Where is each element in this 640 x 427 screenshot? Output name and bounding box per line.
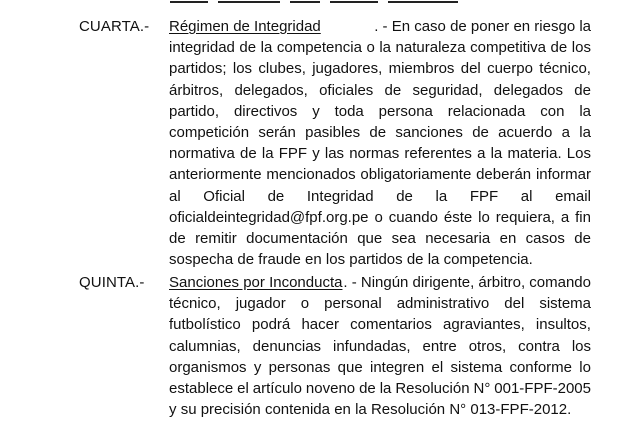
word: la <box>261 145 274 163</box>
word: la <box>579 102 591 120</box>
word: Los <box>566 145 591 163</box>
word: noveno <box>305 379 356 397</box>
cropped-previous-line <box>170 0 470 3</box>
word: éste <box>443 208 473 226</box>
word: partido, <box>169 102 220 120</box>
word: y <box>312 145 320 163</box>
word: fin <box>575 208 591 226</box>
clause-text <box>169 272 591 420</box>
paragraph-line <box>169 122 591 143</box>
word: árbitros, <box>169 81 224 99</box>
paragraph-line <box>169 357 591 378</box>
word: establece <box>169 379 234 397</box>
paragraph-line <box>169 228 591 249</box>
word: o <box>300 295 310 313</box>
word: las <box>324 145 345 163</box>
word: cuerpo <box>487 60 533 78</box>
word: clubes, <box>258 60 306 78</box>
word: sistema <box>450 358 503 376</box>
paragraph-line <box>169 249 591 270</box>
word: oficiales <box>319 81 374 99</box>
word: otros, <box>468 337 507 355</box>
word: jugadores, <box>312 60 383 78</box>
word: relacionada <box>447 102 526 120</box>
word: N° <box>449 401 467 419</box>
word: delegados, <box>234 81 308 99</box>
word: integren <box>369 358 425 376</box>
word: Resolución <box>370 401 446 419</box>
word: podrá <box>251 316 291 334</box>
word: o <box>374 208 383 226</box>
word: pasibles <box>305 123 361 141</box>
word: a <box>561 123 570 141</box>
word: competitiva <box>470 39 547 57</box>
word: Integridad <box>306 187 374 205</box>
paragraph-line <box>169 164 591 185</box>
word: materia. <box>507 145 562 163</box>
word: FPF <box>469 187 499 205</box>
word: que <box>357 229 383 247</box>
word: 001-FPF-2005 <box>494 379 591 397</box>
paragraph-line <box>169 314 591 335</box>
word: sanciones <box>395 123 463 141</box>
word: la <box>435 187 448 205</box>
word: directivos <box>233 102 298 120</box>
word: FPF <box>278 145 308 163</box>
word: de <box>406 251 424 269</box>
word: de <box>574 229 591 247</box>
word: la <box>379 39 392 57</box>
word: técnico, <box>539 60 591 78</box>
word: delegados <box>493 81 564 99</box>
word: que <box>337 358 363 376</box>
word: conforme <box>509 358 572 376</box>
word: comentarios <box>350 316 432 334</box>
word: al <box>169 187 181 205</box>
word: a <box>560 208 570 226</box>
word: naturaleza <box>395 39 466 57</box>
word: normas <box>349 145 400 163</box>
word: de <box>369 123 387 141</box>
word: la <box>427 251 440 269</box>
word: competición <box>169 123 250 141</box>
paragraph-line <box>169 37 591 58</box>
word: email <box>555 187 591 205</box>
word: la <box>355 401 367 419</box>
paragraph-line <box>169 207 591 228</box>
word: de <box>359 379 376 397</box>
word: remitir <box>195 229 237 247</box>
word: y <box>253 358 262 376</box>
word: de <box>574 81 591 99</box>
word: agraviantes, <box>443 316 525 334</box>
word: de <box>239 39 257 57</box>
word: de <box>240 145 257 163</box>
word: referentes <box>404 145 472 163</box>
word: en <box>305 251 322 269</box>
word: 013-FPF-2012. <box>470 401 572 419</box>
word: serán <box>258 123 296 141</box>
word: en <box>334 401 351 419</box>
word: necesaria <box>425 229 491 247</box>
word: de <box>384 81 402 99</box>
word: de <box>169 229 186 247</box>
word: al <box>520 187 533 205</box>
word: lo <box>579 358 591 376</box>
word: denuncias <box>252 337 322 355</box>
word: integridad <box>169 39 235 57</box>
paragraph-line-text: . - Ningún dirigente, árbitro, comando <box>343 274 591 291</box>
word: documentación <box>246 229 348 247</box>
word: toda <box>334 102 364 120</box>
word: administrativo <box>396 295 490 313</box>
word: a <box>477 145 486 163</box>
word: personal <box>324 295 382 313</box>
word: casos <box>525 229 565 247</box>
word: infundadas, <box>333 337 411 355</box>
word: sospecha <box>169 251 234 269</box>
word: el <box>237 379 249 397</box>
word: los <box>325 251 346 269</box>
paragraph-line <box>169 272 591 293</box>
clause-label: QUINTA.- <box>79 274 145 291</box>
word: competencia <box>276 39 362 57</box>
word: sea <box>391 229 416 247</box>
word: organismos <box>169 358 247 376</box>
word: su <box>180 401 197 419</box>
word: obligatoriamente <box>360 166 472 184</box>
paragraph-line <box>169 16 591 37</box>
word: N° <box>473 379 491 397</box>
word: Resolución <box>395 379 470 397</box>
paragraph-line <box>169 80 591 101</box>
word: partidos <box>349 251 403 269</box>
paragraph-line-text: . - En caso de poner en riesgo la <box>374 18 591 35</box>
word: requiera, <box>495 208 555 226</box>
paragraph-line <box>169 293 591 314</box>
word: de <box>550 39 568 57</box>
word: con <box>540 102 565 120</box>
word: mencionados <box>266 166 356 184</box>
clause-label: CUARTA.- <box>79 18 150 35</box>
word: de <box>267 187 285 205</box>
word: hacer <box>301 316 339 334</box>
word: del <box>504 295 525 313</box>
word: normativa <box>169 145 235 163</box>
word: acuerdo <box>498 123 553 141</box>
word: lo <box>478 208 490 226</box>
paragraph-line <box>169 58 591 79</box>
word: calumnias, <box>169 337 241 355</box>
word: sistema <box>539 295 591 313</box>
word: artículo <box>252 379 302 397</box>
word: contenida <box>264 401 330 419</box>
word: partidos; <box>169 60 227 78</box>
clause-title: Sanciones por Inconducta <box>169 274 343 291</box>
word: anteriormente <box>169 166 262 184</box>
word: y <box>312 102 320 120</box>
word: la <box>579 123 591 141</box>
paragraph-line <box>169 399 591 420</box>
clause-text <box>169 16 591 270</box>
word: el <box>431 358 444 376</box>
word: y <box>169 401 177 419</box>
word: los <box>232 60 253 78</box>
word: jugador <box>235 295 286 313</box>
word: la <box>490 145 503 163</box>
word: de <box>472 123 489 141</box>
word: seguridad, <box>412 81 483 99</box>
word: insultos, <box>535 316 591 334</box>
word: técnico, <box>169 295 221 313</box>
word: informar <box>535 166 591 184</box>
word: cuando <box>388 208 438 226</box>
word: contra <box>518 337 560 355</box>
word: deberán <box>476 166 532 184</box>
word: oficialdeintegridad@fpf.org.pe <box>169 208 369 226</box>
word: precisión <box>200 401 261 419</box>
clause-title: Régimen de Integridad <box>169 18 321 35</box>
word: de <box>237 251 255 269</box>
paragraph-line <box>169 101 591 122</box>
paragraph-line <box>169 378 591 399</box>
word: de <box>396 187 413 205</box>
word: personas <box>268 358 331 376</box>
word: los <box>571 39 591 57</box>
word: la <box>260 39 273 57</box>
word: miembros <box>388 60 455 78</box>
paragraph-line <box>169 143 591 164</box>
word: persona <box>378 102 433 120</box>
word: los <box>571 337 591 355</box>
word: fraude <box>258 251 301 269</box>
word: del <box>460 60 481 78</box>
word: Oficial <box>203 187 245 205</box>
paragraph-line <box>169 336 591 357</box>
word: en <box>499 229 517 247</box>
word: futbolístico <box>169 316 241 334</box>
word: entre <box>422 337 457 355</box>
word: la <box>379 379 392 397</box>
word: o <box>366 39 375 57</box>
paragraph-line <box>169 186 591 207</box>
word: competencia. <box>443 251 533 269</box>
